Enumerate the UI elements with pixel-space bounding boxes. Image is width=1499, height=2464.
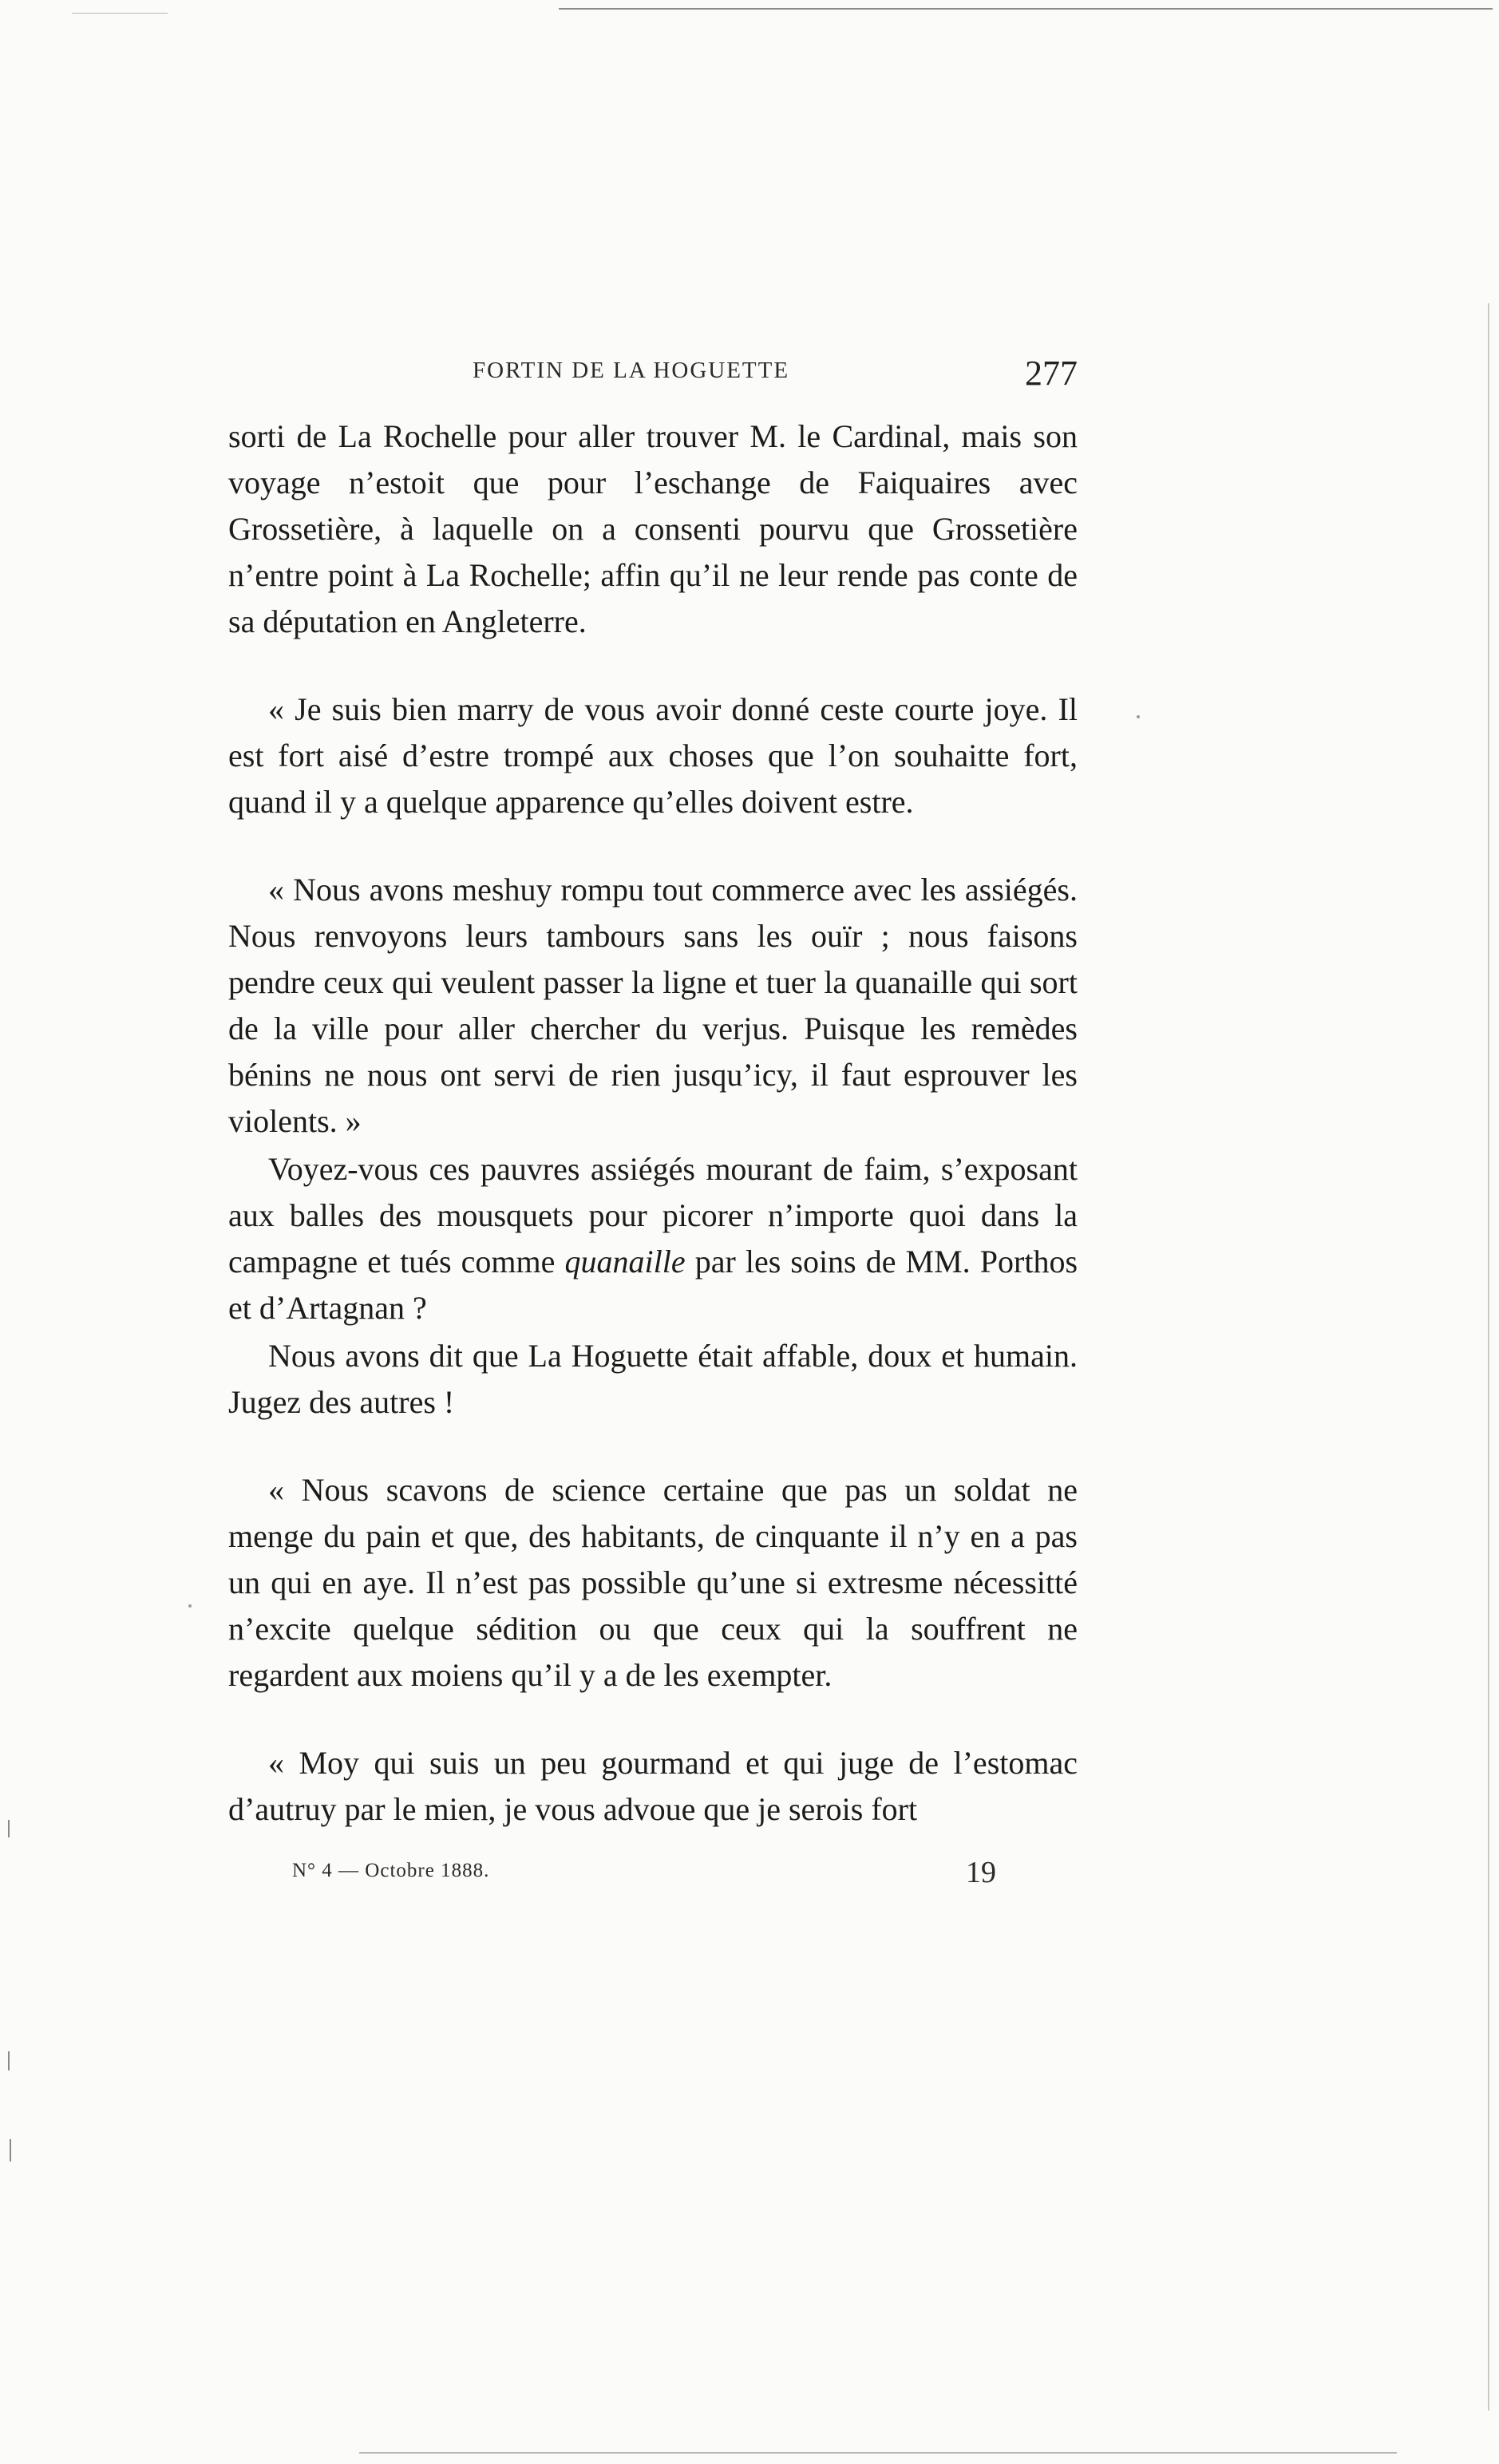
top-scan-line-left — [72, 13, 168, 14]
issue-line: N° 4 — Octobre 1888. — [292, 1860, 490, 1881]
page-footer — [228, 1856, 1078, 1908]
paragraph-4-end: par les soins de MM. Porthos et d’Artagnan ? — [228, 1244, 1078, 1326]
scan-speck — [1137, 715, 1140, 718]
paragraph-4 — [228, 1146, 1078, 1331]
signature-mark: 19 — [966, 1856, 996, 1889]
paragraph-2: « Je suis bien marry de vous avoir donné ceste courte joye. Il est fort aisé d’estre trompé aux choses que l’on souhaitte fort, quand il y a quelque apparence qu’elles doivent estre. — [228, 691, 1078, 820]
paragraph-1: sorti de La Rochelle pour aller trouver M. le Cardinal, mais son voyage n’estoit que pour l’eschange de Faiquaires avec Grossetière, à laquelle on a consenti pourvu que Grossetière n’entre point à La Rochelle; affin qu’il ne leur rende pas conte de sa députation en Angleterre. — [228, 418, 1078, 639]
page-header — [228, 354, 1078, 413]
page-number: 277 — [1025, 354, 1078, 393]
paragraph-3: « Nous avons meshuy rompu tout commerce avec les assiégés. Nous renvoyons leurs tambours sans les ouïr ; nous faisons pendre ceux qui veulent passer la ligne et tuer la quanaille qui sort de la ville pour aller chercher du verjus. Puisque les remèdes bénins ne nous ont servi de rien jusqu’icy, il faut esprouver les violents. » — [228, 872, 1078, 1139]
italic-word: quanaille — [564, 1244, 686, 1279]
paragraph-7: « Moy qui suis un peu gourmand et qui juge de l’estomac d’autruy par le mien, je vous advoue que je serois fort — [228, 1745, 1078, 1827]
paragraph-4-text: Voyez-vous ces pauvres assiégés mourant de faim, s’exposant aux balles des mousquets pour picorer n’importe quoi dans la campagne et tués comme — [228, 1151, 1078, 1279]
right-edge-line — [1488, 303, 1489, 2411]
left-edge-mark — [8, 2051, 10, 2070]
page-body — [228, 413, 1078, 1833]
bottom-scan-line — [359, 2452, 1397, 2454]
running-title: FORTIN DE LA HOGUETTE — [473, 358, 790, 383]
left-edge-mark — [10, 2139, 11, 2161]
book-page — [228, 354, 1078, 1908]
paragraph-5: Nous avons dit que La Hoguette était affable, doux et humain. Jugez des autres ! — [228, 1338, 1078, 1420]
scan-speck — [188, 1604, 192, 1608]
left-edge-mark — [8, 1820, 10, 1837]
paragraph-6: « Nous scavons de science certaine que pas un soldat ne menge du pain et que, des habitants, de cinquante il n’y en a pas un qui en aye. Il n’est pas possible qu’une si extresme nécessitté n’excite quelque sédition ou que ceux qui la souffrent ne regardent aux moiens qu’il y a de les exempter. — [228, 1472, 1078, 1693]
top-scan-line — [559, 8, 1493, 10]
